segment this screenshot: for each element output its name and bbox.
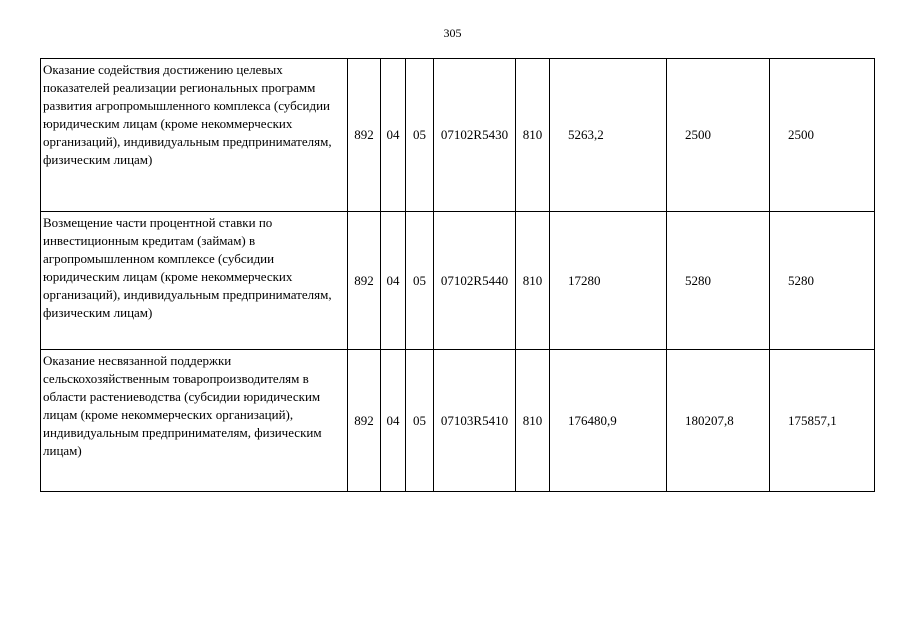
section-code: 04	[381, 59, 406, 212]
amount-year-2: 5280	[667, 212, 770, 350]
ministry-code: 892	[348, 350, 381, 492]
section-code: 04	[381, 350, 406, 492]
amount-year-3: 5280	[770, 212, 875, 350]
amount-year-3: 2500	[770, 59, 875, 212]
target-article-code: 07102R5430	[434, 59, 516, 212]
row-description: Возмещение части процентной ставки по инвестиционным кредитам (займам) в агропромышленном комплексе (субсидии юридическим лицам (кроме некоммерческих организаций), индивидуальным предпринимателям, физическим лицам)	[41, 212, 348, 350]
target-article-code: 07102R5440	[434, 212, 516, 350]
amount-year-1: 17280	[550, 212, 667, 350]
expense-type-code: 810	[516, 212, 550, 350]
subsection-code: 05	[406, 350, 434, 492]
section-code: 04	[381, 212, 406, 350]
subsection-code: 05	[406, 212, 434, 350]
expense-type-code: 810	[516, 350, 550, 492]
budget-table	[40, 58, 875, 492]
table-row	[41, 59, 875, 212]
table-row	[41, 212, 875, 350]
subsection-code: 05	[406, 59, 434, 212]
expense-type-code: 810	[516, 59, 550, 212]
amount-year-1: 176480,9	[550, 350, 667, 492]
page-number: 305	[443, 26, 462, 40]
amount-year-1: 5263,2	[550, 59, 667, 212]
row-description: Оказание несвязанной поддержки сельскохозяйственным товаропроизводителям в области растениеводства (субсидии юридическим лицам (кроме некоммерческих организаций), индивидуальным предпринимателям, физическим лицам)	[41, 350, 348, 492]
ministry-code: 892	[348, 59, 381, 212]
row-description: Оказание содействия достижению целевых показателей реализации региональных программ развития агропромышленного комплекса (субсидии юридическим лицам (кроме некоммерческих организаций), индивидуальным предпринимателям, физическим лицам)	[41, 59, 348, 212]
amount-year-2: 180207,8	[667, 350, 770, 492]
amount-year-3: 175857,1	[770, 350, 875, 492]
target-article-code: 07103R5410	[434, 350, 516, 492]
table-row	[41, 350, 875, 492]
ministry-code: 892	[348, 212, 381, 350]
amount-year-2: 2500	[667, 59, 770, 212]
